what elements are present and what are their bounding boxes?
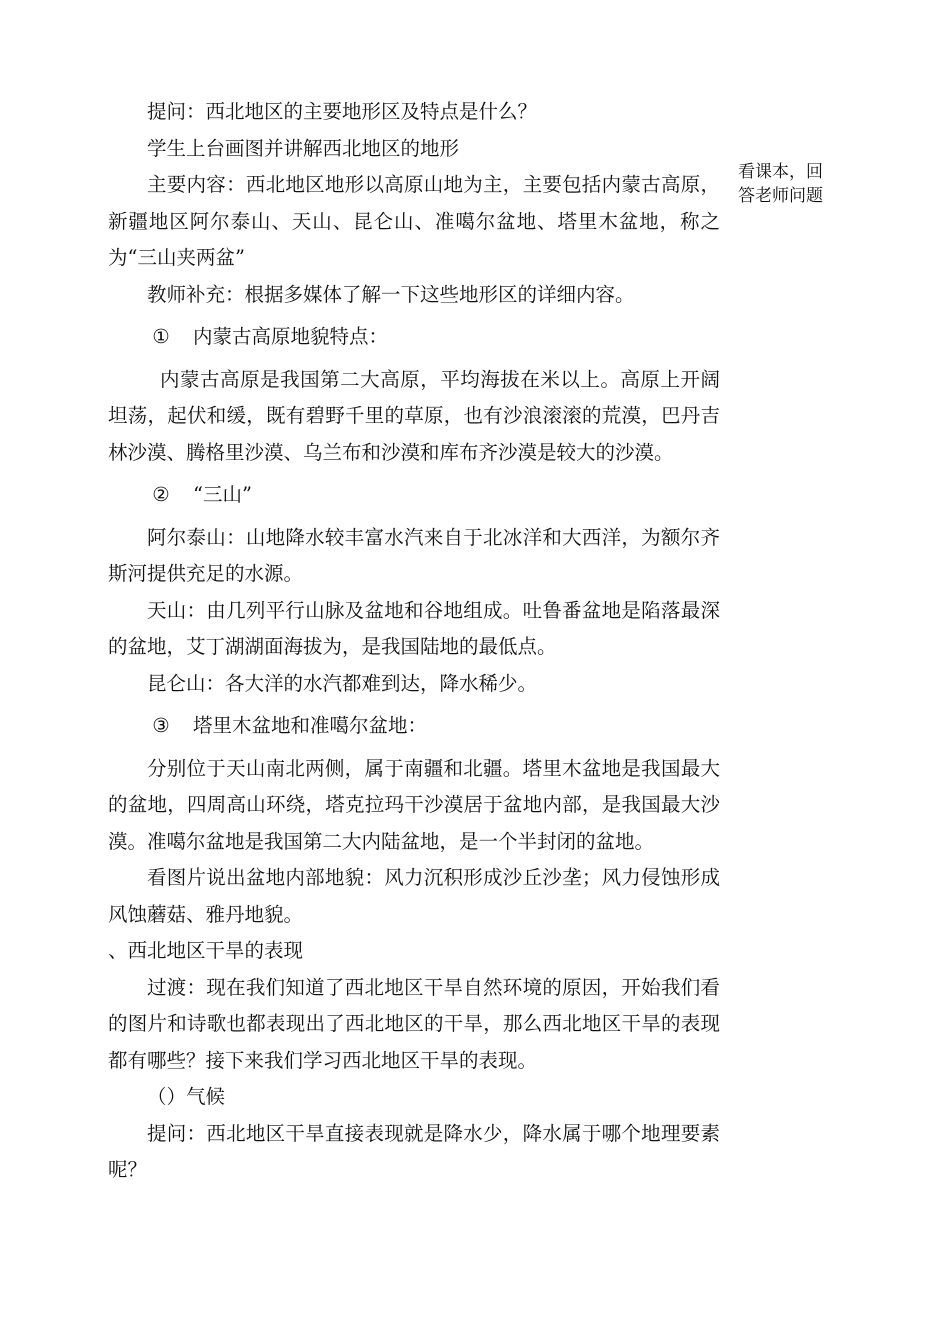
main-content-paragraph: 主要内容：西北地区地形以高原山地为主，主要包括内蒙古高原，新疆地区阿尔泰山、天山、昆仑山、准噶尔盆地、塔里木盆地，称之为“三山夹两盆” bbox=[108, 173, 720, 269]
teacher-supplement-paragraph: 教师补充：根据多媒体了解一下这些地形区的详细内容。 bbox=[147, 282, 635, 306]
kunlun-paragraph: 昆仑山：各大洋的水汽都难到达，降水稀少。 bbox=[147, 671, 538, 695]
climate-heading: （）气候 bbox=[147, 1085, 226, 1108]
climate-question-paragraph: 提问：西北地区干旱直接表现就是降水少，降水属于哪个地理要素呢？ bbox=[108, 1121, 720, 1181]
landforms-paragraph: 看图片说出盆地内部地貌：风力沉积形成沙丘沙垄；风力侵蚀形成风蚀蘑菇、雅丹地貌。 bbox=[108, 866, 720, 926]
section-heading: 、西北地区干旱的表现 bbox=[108, 939, 304, 962]
item-number: ① bbox=[152, 325, 170, 348]
student-activity-paragraph: 学生上台画图并讲解西北地区的地形 bbox=[147, 136, 460, 160]
lesson-content bbox=[108, 94, 720, 1189]
item-label: 塔里木盆地和准噶尔盆地： bbox=[193, 714, 428, 737]
list-item-inner-mongolia bbox=[108, 319, 720, 356]
transition-paragraph: 过渡：现在我们知道了西北地区干旱自然环境的原因，开始我们看的图片和诗歌也都表现出了西北地区的干旱，那么西北地区干旱的表现都有哪些？接下来我们学习西北地区干旱的表现。 bbox=[108, 975, 720, 1072]
tianshan-paragraph: 天山：由几列平行山脉及盆地和谷地组成。吐鲁番盆地是陷落最深的盆地，艾丁湖湖面海拔为，是我国陆地的最低点。 bbox=[108, 598, 720, 658]
item-label: “三山” bbox=[193, 483, 252, 506]
list-item-three-mountains bbox=[108, 477, 720, 514]
basins-paragraph: 分别位于天山南北两侧，属于南疆和北疆。塔里木盆地是我国最大的盆地，四周高山环绕，塔克拉玛干沙漠居于盆地内部，是我国最大沙漠。准噶尔盆地是我国第二大内陆盆地，是一个半封闭的盆地。 bbox=[108, 756, 720, 853]
student-activity-note: 看课本，回答老师问题 bbox=[738, 162, 823, 206]
list-item-basins bbox=[108, 708, 720, 745]
inner-mongolia-paragraph: 内蒙古高原是我国第二大高原，平均海拔在米以上。高原上开阔坦荡，起伏和缓，既有碧野千里的草原，也有沙浪滚滚的荒漠，巴丹吉林沙漠、腾格里沙漠、乌兰布和沙漠和库布齐沙漠是较大的沙漠。 bbox=[108, 367, 720, 464]
altai-paragraph: 阿尔泰山：山地降水较丰富水汽来自于北冰洋和大西洋，为额尔齐斯河提供充足的水源。 bbox=[108, 525, 720, 585]
item-number: ③ bbox=[152, 714, 170, 737]
item-label: 内蒙古高原地貌特点： bbox=[193, 325, 389, 348]
question-paragraph: 提问：西北地区的主要地形区及特点是什么？ bbox=[147, 100, 538, 123]
item-number: ② bbox=[152, 483, 170, 506]
